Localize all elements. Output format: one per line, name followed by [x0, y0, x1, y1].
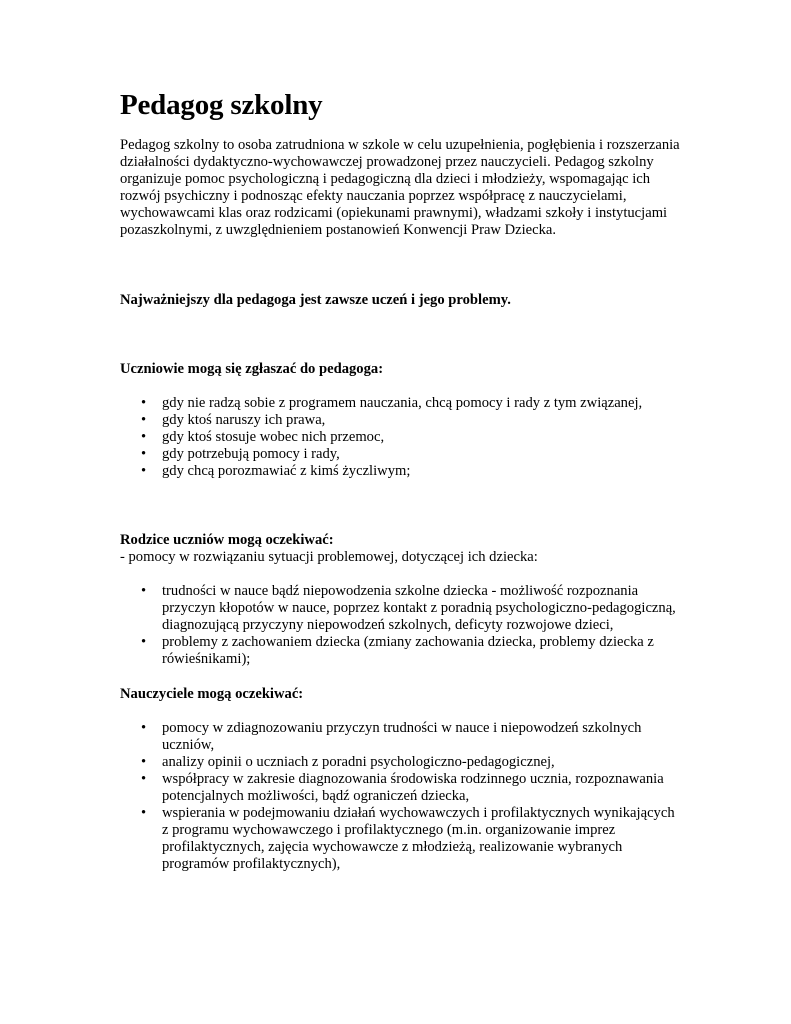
- list-item: [120, 429, 680, 446]
- bullet-icon: •: [141, 771, 147, 787]
- list-item-text: gdy chcą porozmawiać z kimś życzliwym;: [162, 463, 411, 479]
- list-item-text: wspierania w podejmowaniu działań wychowawczych i profilaktycznych wynikających z programu wychowawczego i profilaktycznego (m.in. organizowanie imprez profilaktycznych, zajęcia wychowawcze z młodzieżą, realizowanie wybranych programów profilaktycznych),: [162, 805, 675, 872]
- list-item: [120, 771, 680, 805]
- list-item-text: gdy ktoś naruszy ich prawa,: [162, 412, 326, 428]
- list-item: [120, 805, 680, 873]
- bullet-icon: •: [141, 446, 147, 462]
- parents-heading: Rodzice uczniów mogą oczekiwać:: [120, 532, 334, 548]
- list-item-text: gdy ktoś stosuje wobec nich przemoc,: [162, 429, 385, 445]
- students-list: [120, 395, 680, 480]
- list-item: [120, 720, 680, 754]
- bullet-icon: •: [141, 720, 147, 736]
- main-statement: Najważniejszy dla pedagoga jest zawsze uczeń i jego problemy.: [120, 292, 511, 308]
- parents-dash-line: - pomocy w rozwiązaniu sytuacji problemowej, dotyczącej ich dziecka:: [120, 549, 538, 565]
- list-item-text: analizy opinii o uczniach z poradni psychologiczno-pedagogicznej,: [162, 754, 555, 770]
- list-item: [120, 634, 680, 668]
- list-item-text: pomocy w zdiagnozowaniu przyczyn trudności w nauce i niepowodzeń szkolnych uczniów,: [162, 720, 642, 753]
- page-title: Pedagog szkolny: [120, 89, 323, 121]
- list-item-text: gdy nie radzą sobie z programem nauczania, chcą pomocy i rady z tym związanej,: [162, 395, 643, 411]
- bullet-icon: •: [141, 395, 147, 411]
- list-item: [120, 463, 680, 480]
- bullet-icon: •: [141, 429, 147, 445]
- teachers-heading: Nauczyciele mogą oczekiwać:: [120, 686, 304, 702]
- list-item-text: problemy z zachowaniem dziecka (zmiany zachowania dziecka, problemy dziecka z rówieśnikami);: [162, 634, 654, 667]
- list-item-text: współpracy w zakresie diagnozowania środowiska rodzinnego ucznia, rozpoznawania potencjalnych możliwości, bądź ograniczeń dziecka,: [162, 771, 664, 804]
- parents-list: [120, 583, 680, 668]
- bullet-icon: •: [141, 805, 147, 821]
- list-item: [120, 395, 680, 412]
- list-item-text: gdy potrzebują pomocy i rady,: [162, 446, 340, 462]
- list-item: [120, 412, 680, 429]
- bullet-icon: •: [141, 754, 147, 770]
- bullet-icon: •: [141, 412, 147, 428]
- bullet-icon: •: [141, 463, 147, 479]
- bullet-icon: •: [141, 634, 147, 650]
- students-heading: Uczniowie mogą się zgłaszać do pedagoga:: [120, 361, 384, 377]
- teachers-list: [120, 720, 680, 873]
- list-item: [120, 583, 680, 634]
- bullet-icon: •: [141, 583, 147, 599]
- list-item-text: trudności w nauce bądź niepowodzenia szkolne dziecka - możliwość rozpoznania przyczyn kłopotów w nauce, poprzez kontakt z poradnią psychologiczno-pedagogiczną, diagnozującą przyczyny niepowodzeń szkolnych, deficyty rozwojowe dzieci,: [162, 583, 676, 633]
- intro-paragraph: Pedagog szkolny to osoba zatrudniona w szkole w celu uzupełnienia, pogłębienia i rozszerzania działalności dydaktyczno-wychowawczej prowadzonej przez nauczycieli. Pedagog szkolny organizuje pomoc psychologiczną i pedagogiczną dla dzieci i młodzieży, wspomagając ich rozwój psychiczny i podnosząc efekty nauczania poprzez współpracę z nauczycielami, wychowawcami klas oraz rodzicami (opiekunami prawnymi), władzami szkoły i instytucjami pozaszkolnymi, z uwzględnieniem postanowień Konwencji Praw Dziecka.: [120, 137, 680, 238]
- document-page: [120, 88, 680, 873]
- list-item: [120, 446, 680, 463]
- list-item: [120, 754, 680, 771]
